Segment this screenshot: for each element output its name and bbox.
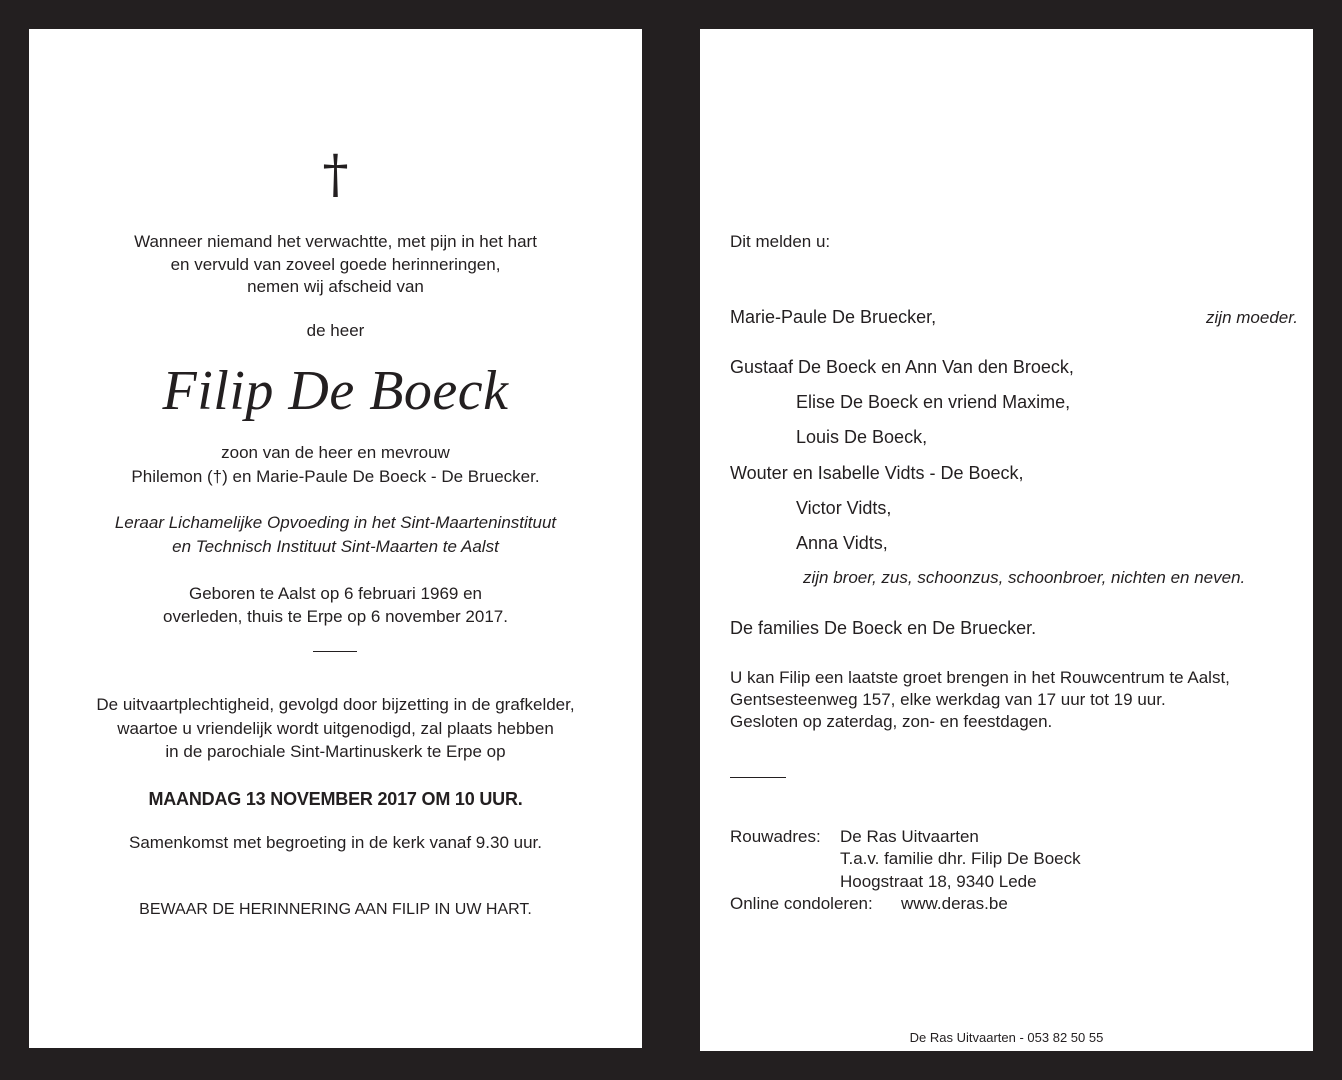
deceased-name: Filip De Boeck xyxy=(162,360,509,422)
intro-line: en vervuld van zoveel goede herinneringen, xyxy=(170,255,501,274)
mother-name: Marie-Paule De Bruecker, xyxy=(730,307,937,327)
condolence-label: Online condoleren: xyxy=(730,894,873,913)
ceremony-line: in de parochiale Sint-Martinuskerk te Erpe op xyxy=(165,742,506,761)
left-page xyxy=(29,29,642,1048)
gathering-line: Samenkomst met begroeting in de kerk vanaf 9.30 uur. xyxy=(129,833,542,852)
family-member: Louis De Boeck, xyxy=(796,427,928,447)
footer-contact: De Ras Uitvaarten - 053 82 50 55 xyxy=(909,1030,1104,1045)
address-line: Hoogstraat 18, 9340 Lede xyxy=(840,872,1037,891)
intro-line: nemen wij afscheid van xyxy=(247,277,424,296)
dates-line: Geboren te Aalst op 6 februari 1969 en xyxy=(189,584,482,603)
family-relation: zijn broer, zus, schoonzus, schoonbroer, nichten en neven. xyxy=(803,568,1246,587)
parents-line: zoon van de heer en mevrouw xyxy=(221,443,450,462)
mother-relation: zijn moeder. xyxy=(1206,308,1298,327)
family-member: Wouter en Isabelle Vidts - De Boeck, xyxy=(730,463,1024,483)
family-member: Gustaaf De Boeck en Ann Van den Broeck, xyxy=(730,357,1074,377)
visit-line: Gentsesteenweg 157, elke werkdag van 17 uur tot 19 uur. xyxy=(730,690,1166,709)
parents-line: Philemon (†) en Marie-Paule De Boeck - De Bruecker. xyxy=(131,467,540,486)
visit-line: U kan Filip een laatste groet brengen in het Rouwcentrum te Aalst, xyxy=(730,668,1230,687)
intro-line: Wanneer niemand het verwachtte, met pijn in het hart xyxy=(134,232,537,251)
divider xyxy=(730,777,786,778)
visit-line: Gesloten op zaterdag, zon- en feestdagen. xyxy=(730,712,1053,731)
announce-line: Dit melden u: xyxy=(730,232,831,251)
profession-line: en Technisch Instituut Sint-Maarten te Aalst xyxy=(172,537,499,556)
family-member: Victor Vidts, xyxy=(796,498,892,518)
ceremony-date: MAANDAG 13 NOVEMBER 2017 OM 10 UUR. xyxy=(148,789,523,809)
title-prefix: de heer xyxy=(306,321,365,340)
family-member: Anna Vidts, xyxy=(796,533,888,553)
cross-icon: † xyxy=(322,145,349,205)
closing-line: BEWAAR DE HERINNERING AAN FILIP IN UW HART. xyxy=(139,901,532,918)
right-page xyxy=(700,29,1313,1051)
address-label: Rouwadres: xyxy=(730,827,821,846)
address-line: De Ras Uitvaarten xyxy=(840,827,979,846)
families-line: De families De Boeck en De Bruecker. xyxy=(730,618,1037,638)
ceremony-line: De uitvaartplechtigheid, gevolgd door bijzetting in de grafkelder, xyxy=(96,695,575,714)
condolence-link[interactable]: www.deras.be xyxy=(901,894,1008,913)
profession-line: Leraar Lichamelijke Opvoeding in het Sint-Maarteninstituut xyxy=(114,513,557,532)
address-line: T.a.v. familie dhr. Filip De Boeck xyxy=(840,849,1081,868)
ceremony-line: waartoe u vriendelijk wordt uitgenodigd, zal plaats hebben xyxy=(117,719,554,738)
divider xyxy=(313,651,357,652)
dates-line: overleden, thuis te Erpe op 6 november 2017. xyxy=(163,607,508,626)
family-member: Elise De Boeck en vriend Maxime, xyxy=(796,392,1071,412)
